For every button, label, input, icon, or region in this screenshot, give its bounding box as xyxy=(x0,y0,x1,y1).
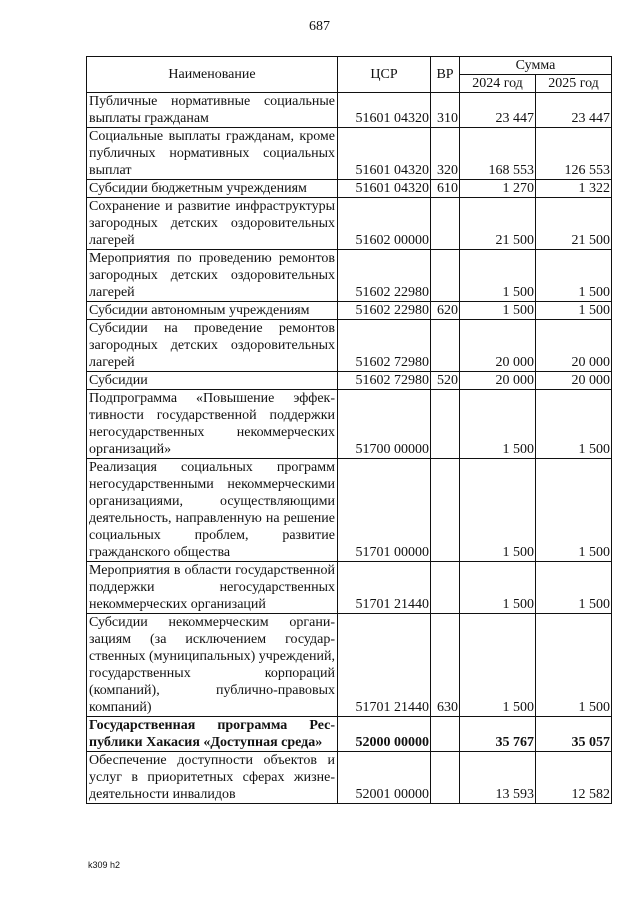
row-value-2025: 12 582 xyxy=(536,752,612,804)
table-row xyxy=(87,93,612,128)
table-row xyxy=(87,752,612,804)
header-2024: 2024 год xyxy=(460,75,536,93)
row-vr: 620 xyxy=(431,302,460,320)
row-vr xyxy=(431,198,460,250)
row-vr: 520 xyxy=(431,372,460,390)
table-row xyxy=(87,320,612,372)
row-value-2024: 13 593 xyxy=(460,752,536,804)
table-row xyxy=(87,250,612,302)
row-value-2024: 168 553 xyxy=(460,128,536,180)
row-csr: 51602 22980 xyxy=(338,302,431,320)
footer-code: k309 h2 xyxy=(88,860,121,870)
row-vr xyxy=(431,250,460,302)
row-csr: 51701 21440 xyxy=(338,614,431,717)
table-row xyxy=(87,614,612,717)
row-csr: 52001 00000 xyxy=(338,752,431,804)
table-row xyxy=(87,302,612,320)
row-name: Обеспечение доступности объектов и услуг в приоритетных сферах жизнедеятельности инвалидов xyxy=(87,752,338,804)
row-vr xyxy=(431,459,460,562)
header-2025: 2025 год xyxy=(536,75,612,93)
row-value-2025: 1 500 xyxy=(536,614,612,717)
row-csr: 51700 00000 xyxy=(338,390,431,459)
table-row xyxy=(87,459,612,562)
header-name: Наименование xyxy=(87,57,338,93)
row-value-2025: 1 322 xyxy=(536,180,612,198)
table-row xyxy=(87,180,612,198)
row-value-2024: 23 447 xyxy=(460,93,536,128)
row-name: Социальные выплаты гражданам, кроме публичных нормативных социальных выплат xyxy=(87,128,338,180)
row-value-2025: 126 553 xyxy=(536,128,612,180)
row-value-2024: 21 500 xyxy=(460,198,536,250)
row-value-2025: 1 500 xyxy=(536,302,612,320)
header-sum: Сумма xyxy=(460,57,612,75)
row-value-2025: 20 000 xyxy=(536,320,612,372)
table-row xyxy=(87,390,612,459)
row-csr: 52000 00000 xyxy=(338,717,431,752)
row-vr xyxy=(431,752,460,804)
row-name: Государственная программа Республики Хакасия «Доступная среда» xyxy=(87,717,338,752)
row-name: Подпрограмма «Повышение эффективности государственной поддержки негосударственных некоммерческих организаций» xyxy=(87,390,338,459)
row-value-2025: 1 500 xyxy=(536,562,612,614)
row-value-2025: 20 000 xyxy=(536,372,612,390)
row-value-2024: 1 500 xyxy=(460,302,536,320)
row-vr xyxy=(431,717,460,752)
table-row xyxy=(87,562,612,614)
row-name: Субсидии бюджетным учреждениям xyxy=(87,180,338,198)
table-row xyxy=(87,128,612,180)
row-csr: 51601 04320 xyxy=(338,180,431,198)
row-csr: 51701 00000 xyxy=(338,459,431,562)
table-row xyxy=(87,717,612,752)
row-value-2025: 1 500 xyxy=(536,459,612,562)
row-csr: 51602 22980 xyxy=(338,250,431,302)
row-value-2025: 21 500 xyxy=(536,198,612,250)
row-name: Сохранение и развитие инфраструктуры загородных детских оздоровительных лагерей xyxy=(87,198,338,250)
row-csr: 51602 72980 xyxy=(338,372,431,390)
row-value-2025: 1 500 xyxy=(536,390,612,459)
table-row xyxy=(87,372,612,390)
row-name: Публичные нормативные социальные выплаты гражданам xyxy=(87,93,338,128)
page-number: 687 xyxy=(309,19,330,34)
row-value-2025: 35 057 xyxy=(536,717,612,752)
row-value-2024: 1 270 xyxy=(460,180,536,198)
row-value-2024: 20 000 xyxy=(460,372,536,390)
row-csr: 51601 04320 xyxy=(338,93,431,128)
row-vr: 310 xyxy=(431,93,460,128)
row-vr xyxy=(431,390,460,459)
row-value-2024: 1 500 xyxy=(460,459,536,562)
row-value-2025: 23 447 xyxy=(536,93,612,128)
row-csr: 51602 00000 xyxy=(338,198,431,250)
row-vr: 630 xyxy=(431,614,460,717)
row-value-2024: 1 500 xyxy=(460,250,536,302)
header-vr: ВР xyxy=(431,57,460,93)
row-value-2024: 35 767 xyxy=(460,717,536,752)
row-csr: 51601 04320 xyxy=(338,128,431,180)
budget-table xyxy=(86,56,612,804)
row-value-2024: 20 000 xyxy=(460,320,536,372)
row-name: Реализация социальных программ негосударственными некоммерческими организациями, осуществляющими деятельность, направленную на решение социальных проблем, развитие гражданского общества xyxy=(87,459,338,562)
row-name: Субсидии xyxy=(87,372,338,390)
row-vr xyxy=(431,562,460,614)
header-csr: ЦСР xyxy=(338,57,431,93)
row-name: Мероприятия в области государственной поддержки негосударственных некоммерческих организаций xyxy=(87,562,338,614)
row-csr: 51602 72980 xyxy=(338,320,431,372)
row-name: Субсидии на проведение ремонтов загородных детских оздоровительных лагерей xyxy=(87,320,338,372)
row-vr: 610 xyxy=(431,180,460,198)
table-row xyxy=(87,198,612,250)
row-name: Субсидии автономным учреждениям xyxy=(87,302,338,320)
row-vr xyxy=(431,320,460,372)
row-value-2024: 1 500 xyxy=(460,614,536,717)
row-value-2024: 1 500 xyxy=(460,562,536,614)
row-vr: 320 xyxy=(431,128,460,180)
row-value-2024: 1 500 xyxy=(460,390,536,459)
row-name: Мероприятия по проведению ремонтов загородных детских оздоровительных лагерей xyxy=(87,250,338,302)
row-value-2025: 1 500 xyxy=(536,250,612,302)
row-name: Субсидии некоммерческим организациям (за исключением государственных (муниципальных) учреждений, государственных корпораций (компаний), публично-правовых компаний) xyxy=(87,614,338,717)
row-csr: 51701 21440 xyxy=(338,562,431,614)
